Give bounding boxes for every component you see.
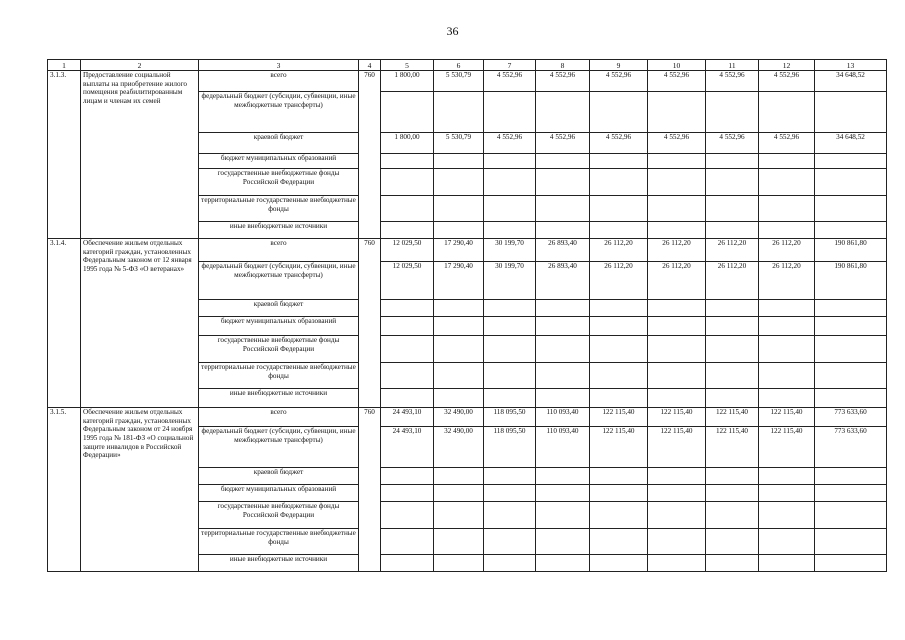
value-cell — [759, 92, 815, 133]
value-cell — [484, 529, 536, 555]
value-cell — [648, 196, 706, 222]
value-cell — [434, 389, 484, 408]
value-cell — [484, 485, 536, 502]
value-cell: 4 552,96 — [648, 71, 706, 92]
value-cell: 26 112,20 — [648, 262, 706, 300]
value-cell — [434, 154, 484, 169]
value-cell — [590, 222, 648, 239]
funding-source-label: всего — [199, 239, 359, 262]
value-cell — [815, 468, 887, 485]
value-cell — [648, 92, 706, 133]
value-cell — [648, 389, 706, 408]
value-cell — [590, 169, 648, 196]
value-cell — [759, 485, 815, 502]
funding-source-label: краевой бюджет — [199, 133, 359, 154]
value-cell — [815, 92, 887, 133]
value-cell: 122 115,40 — [590, 408, 648, 427]
funding-source-label: всего — [199, 71, 359, 92]
value-cell: 26 893,40 — [536, 239, 590, 262]
header-cell: 10 — [648, 60, 706, 71]
table-row — [48, 408, 887, 427]
value-cell — [759, 317, 815, 336]
value-cell — [381, 389, 434, 408]
value-cell: 26 112,20 — [759, 239, 815, 262]
value-cell — [484, 92, 536, 133]
value-cell: 122 115,40 — [648, 408, 706, 427]
value-cell: 122 115,40 — [590, 427, 648, 468]
value-cell — [759, 300, 815, 317]
header-cell: 12 — [759, 60, 815, 71]
value-cell — [648, 154, 706, 169]
value-cell — [815, 317, 887, 336]
value-cell — [815, 154, 887, 169]
value-cell — [536, 317, 590, 336]
value-cell — [706, 222, 759, 239]
measure-number: 3.1.4. — [48, 239, 81, 408]
value-cell — [536, 196, 590, 222]
value-cell — [434, 363, 484, 389]
value-cell: 773 633,60 — [815, 427, 887, 468]
budget-code: 760 — [359, 239, 381, 408]
value-cell — [706, 502, 759, 529]
header-cell: 11 — [706, 60, 759, 71]
value-cell — [484, 300, 536, 317]
table-row — [48, 239, 887, 262]
value-cell — [706, 336, 759, 363]
value-cell: 30 199,70 — [484, 239, 536, 262]
value-cell — [590, 92, 648, 133]
value-cell — [706, 363, 759, 389]
value-cell — [484, 196, 536, 222]
value-cell: 122 115,40 — [648, 427, 706, 468]
value-cell: 4 552,96 — [590, 133, 648, 154]
value-cell — [484, 154, 536, 169]
value-cell — [706, 92, 759, 133]
value-cell — [759, 389, 815, 408]
value-cell — [759, 363, 815, 389]
header-cell: 13 — [815, 60, 887, 71]
value-cell — [759, 555, 815, 572]
value-cell: 4 552,96 — [536, 133, 590, 154]
value-cell: 12 029,50 — [381, 239, 434, 262]
value-cell: 4 552,96 — [706, 133, 759, 154]
funding-source-label: бюджет муниципальных образований — [199, 317, 359, 336]
funding-source-label: иные внебюджетные источники — [199, 555, 359, 572]
funding-source-label: иные внебюджетные источники — [199, 222, 359, 239]
value-cell — [648, 169, 706, 196]
value-cell — [590, 317, 648, 336]
value-cell — [590, 468, 648, 485]
value-cell — [536, 485, 590, 502]
value-cell — [536, 300, 590, 317]
header-row — [48, 60, 887, 71]
value-cell — [536, 555, 590, 572]
value-cell — [484, 222, 536, 239]
value-cell — [484, 389, 536, 408]
funding-source-label: краевой бюджет — [199, 300, 359, 317]
value-cell: 32 490,00 — [434, 427, 484, 468]
value-cell — [434, 502, 484, 529]
value-cell — [706, 300, 759, 317]
value-cell: 32 490,00 — [434, 408, 484, 427]
value-cell — [381, 92, 434, 133]
value-cell — [434, 317, 484, 336]
value-cell — [484, 336, 536, 363]
value-cell — [381, 529, 434, 555]
measure-number: 3.1.5. — [48, 408, 81, 572]
value-cell — [815, 529, 887, 555]
value-cell — [815, 555, 887, 572]
value-cell: 34 648,52 — [815, 133, 887, 154]
value-cell: 4 552,96 — [484, 71, 536, 92]
value-cell: 26 112,20 — [648, 239, 706, 262]
value-cell — [648, 363, 706, 389]
value-cell — [648, 336, 706, 363]
funding-source-label: всего — [199, 408, 359, 427]
value-cell — [590, 502, 648, 529]
value-cell: 4 552,96 — [706, 71, 759, 92]
value-cell: 773 633,60 — [815, 408, 887, 427]
value-cell — [590, 485, 648, 502]
value-cell — [759, 222, 815, 239]
value-cell — [434, 300, 484, 317]
value-cell — [536, 502, 590, 529]
value-cell — [648, 529, 706, 555]
value-cell: 5 530,79 — [434, 71, 484, 92]
header-cell: 2 — [81, 60, 199, 71]
funding-source-label: федеральный бюджет (субсидии, субвенции, иные межбюджетные трансферты) — [199, 92, 359, 133]
value-cell — [484, 317, 536, 336]
value-cell: 24 493,10 — [381, 427, 434, 468]
value-cell: 4 552,96 — [759, 133, 815, 154]
value-cell — [536, 222, 590, 239]
value-cell — [706, 196, 759, 222]
value-cell: 12 029,50 — [381, 262, 434, 300]
value-cell — [434, 196, 484, 222]
value-cell — [536, 363, 590, 389]
value-cell — [536, 389, 590, 408]
value-cell — [759, 529, 815, 555]
page-number: 36 — [446, 24, 459, 38]
value-cell — [590, 529, 648, 555]
value-cell — [590, 154, 648, 169]
funding-source-label: территориальные государственные внебюджетные фонды — [199, 529, 359, 555]
header-cell: 9 — [590, 60, 648, 71]
value-cell — [381, 502, 434, 529]
value-cell — [434, 336, 484, 363]
value-cell — [381, 300, 434, 317]
value-cell — [536, 154, 590, 169]
value-cell — [536, 169, 590, 196]
value-cell — [381, 154, 434, 169]
value-cell: 4 552,96 — [648, 133, 706, 154]
value-cell — [590, 555, 648, 572]
value-cell: 122 115,40 — [706, 408, 759, 427]
value-cell: 30 199,70 — [484, 262, 536, 300]
value-cell — [815, 169, 887, 196]
value-cell — [759, 196, 815, 222]
value-cell: 118 095,50 — [484, 408, 536, 427]
value-cell: 122 115,40 — [759, 427, 815, 468]
budget-code: 760 — [359, 408, 381, 572]
value-cell — [434, 529, 484, 555]
value-cell — [815, 196, 887, 222]
measure-description: Обеспечение жильем отдельных категорий граждан, установленных Федеральным законом от 24 ноября 1995 года № 181-ФЗ «О социальной защите инвалидов в Российской Федерации» — [81, 408, 199, 572]
measure-number: 3.1.3. — [48, 71, 81, 239]
value-cell — [590, 300, 648, 317]
funding-source-label: государственные внебюджетные фонды Российской Федерации — [199, 502, 359, 529]
value-cell: 26 112,20 — [590, 239, 648, 262]
value-cell — [706, 389, 759, 408]
budget-code: 760 — [359, 71, 381, 239]
value-cell: 4 552,96 — [759, 71, 815, 92]
value-cell — [648, 468, 706, 485]
value-cell: 26 112,20 — [706, 262, 759, 300]
value-cell: 17 290,40 — [434, 239, 484, 262]
value-cell: 122 115,40 — [759, 408, 815, 427]
value-cell — [759, 336, 815, 363]
value-cell — [648, 502, 706, 529]
funding-source-label: государственные внебюджетные фонды Российской Федерации — [199, 169, 359, 196]
value-cell — [759, 169, 815, 196]
value-cell — [434, 222, 484, 239]
value-cell — [706, 485, 759, 502]
value-cell: 1 800,00 — [381, 71, 434, 92]
funding-source-label: бюджет муниципальных образований — [199, 154, 359, 169]
value-cell — [590, 196, 648, 222]
funding-source-label: федеральный бюджет (субсидии, субвенции, иные межбюджетные трансферты) — [199, 427, 359, 468]
value-cell — [706, 317, 759, 336]
value-cell — [706, 529, 759, 555]
value-cell — [434, 468, 484, 485]
value-cell — [434, 555, 484, 572]
value-cell — [536, 529, 590, 555]
value-cell: 110 093,40 — [536, 427, 590, 468]
header-cell: 5 — [381, 60, 434, 71]
value-cell — [815, 502, 887, 529]
value-cell: 26 112,20 — [759, 262, 815, 300]
value-cell — [706, 154, 759, 169]
value-cell: 118 095,50 — [484, 427, 536, 468]
value-cell — [706, 169, 759, 196]
value-cell: 4 552,96 — [536, 71, 590, 92]
value-cell — [381, 468, 434, 485]
value-cell — [706, 555, 759, 572]
value-cell — [484, 363, 536, 389]
value-cell — [536, 468, 590, 485]
value-cell — [648, 300, 706, 317]
value-cell — [381, 485, 434, 502]
value-cell — [648, 485, 706, 502]
value-cell — [815, 222, 887, 239]
value-cell — [484, 555, 536, 572]
value-cell — [434, 92, 484, 133]
value-cell — [381, 222, 434, 239]
header-cell: 6 — [434, 60, 484, 71]
funding-source-label: государственные внебюджетные фонды Российской Федерации — [199, 336, 359, 363]
value-cell: 4 552,96 — [590, 71, 648, 92]
value-cell — [648, 317, 706, 336]
value-cell — [648, 222, 706, 239]
value-cell — [815, 485, 887, 502]
value-cell: 5 530,79 — [434, 133, 484, 154]
value-cell: 4 552,96 — [484, 133, 536, 154]
value-cell — [815, 389, 887, 408]
value-cell — [381, 317, 434, 336]
measure-description: Обеспечение жильем отдельных категорий граждан, установленных Федеральным законом от 12 января 1995 года № 5-ФЗ «О ветеранах» — [81, 239, 199, 408]
value-cell — [648, 555, 706, 572]
value-cell — [381, 555, 434, 572]
value-cell — [484, 169, 536, 196]
value-cell — [536, 92, 590, 133]
value-cell: 34 648,52 — [815, 71, 887, 92]
header-cell: 3 — [199, 60, 359, 71]
funding-source-label: территориальные государственные внебюджетные фонды — [199, 196, 359, 222]
funding-source-label: федеральный бюджет (субсидии, субвенции, иные межбюджетные трансферты) — [199, 262, 359, 300]
value-cell — [590, 363, 648, 389]
value-cell: 122 115,40 — [706, 427, 759, 468]
funding-source-label: иные внебюджетные источники — [199, 389, 359, 408]
value-cell — [759, 154, 815, 169]
value-cell — [815, 336, 887, 363]
header-cell: 7 — [484, 60, 536, 71]
value-cell: 24 493,10 — [381, 408, 434, 427]
value-cell: 110 093,40 — [536, 408, 590, 427]
table-row — [48, 71, 887, 92]
value-cell: 190 861,80 — [815, 262, 887, 300]
value-cell — [706, 468, 759, 485]
funding-source-label: бюджет муниципальных образований — [199, 485, 359, 502]
value-cell — [434, 169, 484, 196]
value-cell — [381, 363, 434, 389]
value-cell — [759, 468, 815, 485]
value-cell — [484, 502, 536, 529]
header-cell: 1 — [48, 60, 81, 71]
header-cell: 8 — [536, 60, 590, 71]
funding-source-label: краевой бюджет — [199, 468, 359, 485]
value-cell: 190 861,80 — [815, 239, 887, 262]
measure-description: Предоставление социальной выплаты на приобретение жилого помещения реабилитированным лицам и членам их семей — [81, 71, 199, 239]
value-cell: 26 112,20 — [706, 239, 759, 262]
value-cell — [590, 389, 648, 408]
value-cell — [484, 468, 536, 485]
funding-source-label: территориальные государственные внебюджетные фонды — [199, 363, 359, 389]
value-cell — [381, 336, 434, 363]
value-cell — [590, 336, 648, 363]
value-cell: 17 290,40 — [434, 262, 484, 300]
value-cell: 26 112,20 — [590, 262, 648, 300]
value-cell: 26 893,40 — [536, 262, 590, 300]
value-cell: 1 800,00 — [381, 133, 434, 154]
value-cell — [536, 336, 590, 363]
value-cell — [434, 485, 484, 502]
budget-table — [47, 59, 887, 572]
value-cell — [759, 502, 815, 529]
value-cell — [815, 300, 887, 317]
header-cell: 4 — [359, 60, 381, 71]
value-cell — [381, 169, 434, 196]
value-cell — [381, 196, 434, 222]
value-cell — [815, 363, 887, 389]
